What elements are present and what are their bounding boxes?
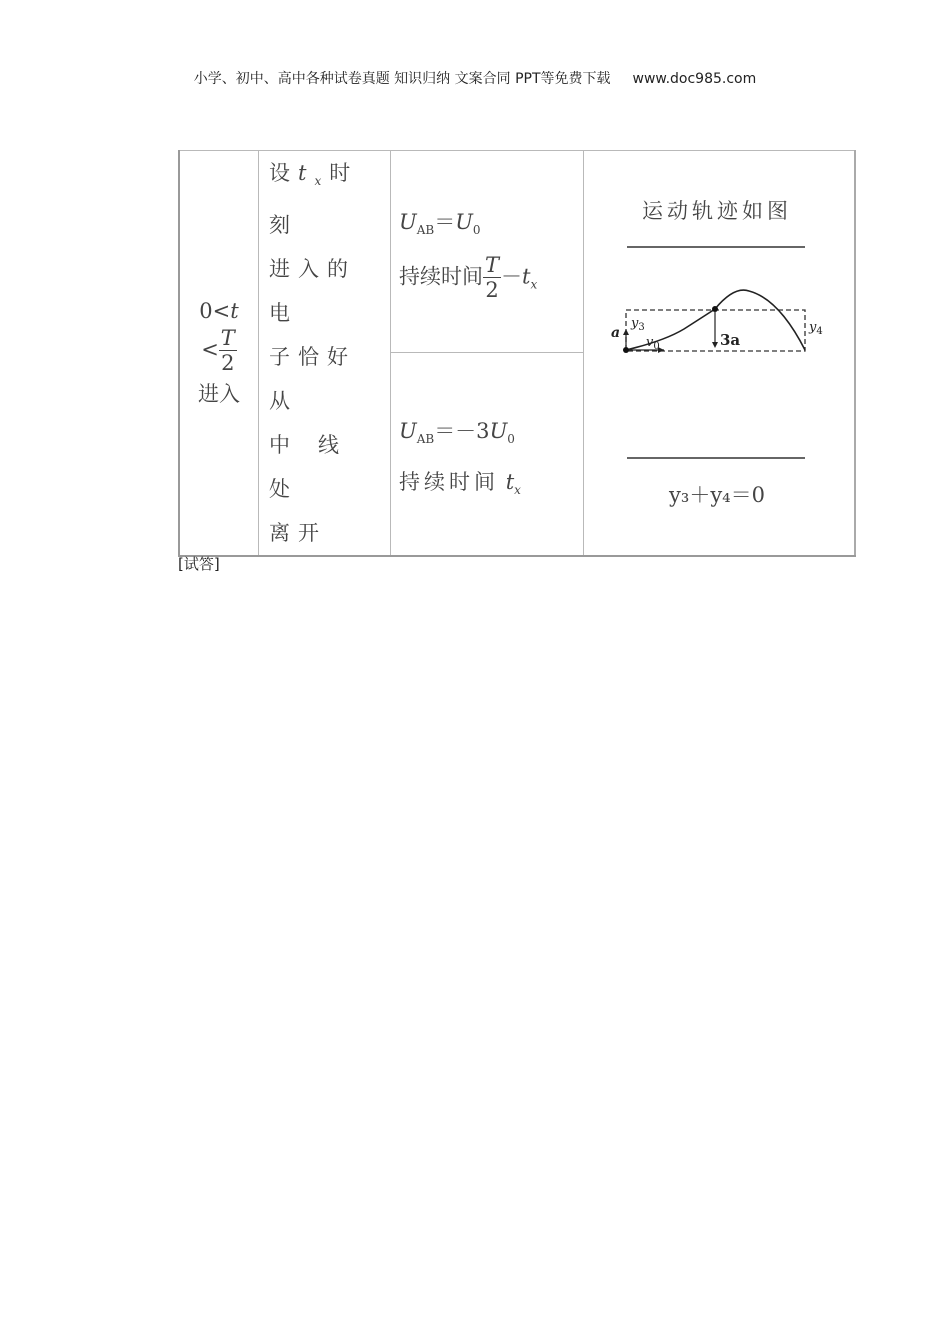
description-cell: 设$t_x$时刻 进入的电 子恰好从 中线处 离开: [259, 151, 391, 557]
condition-var: t: [230, 298, 239, 323]
phase1-cell: $U_{AB}=U_0$ 持续时间 $\frac{T}{2}$ $-t_x$: [391, 151, 584, 353]
analysis-table: [178, 150, 856, 557]
3a-arrowhead: [712, 342, 718, 348]
label-y3: $y_3$: [631, 315, 645, 333]
diagram-title: 运动轨迹如图: [642, 198, 792, 223]
result-equation: y₃＋y₄＝0: [669, 482, 765, 507]
label-v0: $v_0$: [646, 334, 660, 352]
condition-part2: <: [201, 337, 219, 362]
header-url[interactable]: www.doc985.com: [632, 71, 757, 87]
label-y4: $y_4$: [809, 319, 823, 337]
desc-line-3: 子恰好从: [269, 345, 356, 414]
page-header: [0, 68, 950, 88]
label-3a: 3a: [720, 330, 741, 349]
diagram-cell: [584, 151, 856, 557]
label-a: a: [611, 324, 621, 341]
desc-line-2: 进入的电: [269, 257, 356, 326]
phase2-cell: $U_{AB}=-3U_0$ 持续时间 $t_x$: [391, 353, 584, 556]
desc-line-1a: 设: [269, 161, 298, 185]
desc-line-1b: 时刻: [269, 161, 359, 238]
condition-part1: 0<: [199, 298, 231, 323]
phase1-fraction: $\frac{T}{2}$: [485, 252, 500, 302]
answer-label: [试答]: [178, 555, 220, 573]
condition-fraction: $\frac{T}{2}$: [220, 326, 235, 376]
condition-part3: 进入: [198, 382, 240, 407]
header-text: 小学、初中、高中各种试卷真题 知识归纳 文案合同 PPT等免费下载: [193, 71, 611, 87]
desc-line-5: 离开: [269, 521, 327, 546]
a-arrowhead: [623, 329, 629, 335]
entry-point: [623, 347, 629, 353]
turn-point: [712, 306, 718, 312]
desc-line-4: 中线处: [269, 433, 367, 502]
trajectory-diagram: [584, 181, 854, 526]
condition-cell: [179, 151, 259, 557]
